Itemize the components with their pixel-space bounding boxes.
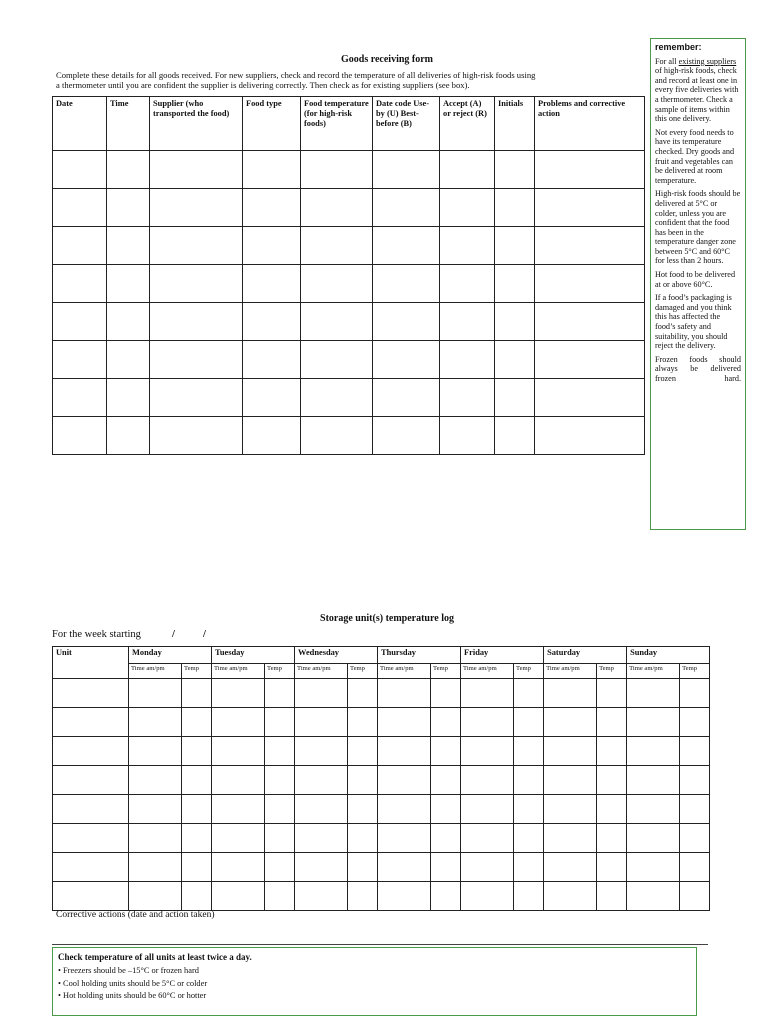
log-entry-row [53,853,710,882]
log-entry-cell[interactable] [544,679,597,708]
goods-entry-cell[interactable] [53,265,107,303]
log-entry-cell[interactable] [378,824,431,853]
goods-entry-cell[interactable] [107,151,150,189]
log-entry-cell[interactable] [627,766,680,795]
remember-existing-suppliers [655,57,741,124]
temp-header: Temp [348,664,378,679]
goods-entry-cell[interactable] [495,227,535,265]
log-entry-cell[interactable] [348,882,378,911]
goods-header-row [53,97,645,151]
log-entry-cell[interactable] [182,737,212,766]
log-entry-cell[interactable] [348,795,378,824]
goods-entry-cell[interactable] [440,151,495,189]
goods-entry-cell[interactable] [373,151,440,189]
log-entry-cell[interactable] [461,824,514,853]
log-entry-cell[interactable] [129,679,182,708]
log-entry-cell[interactable] [461,708,514,737]
goods-entry-cell[interactable] [440,189,495,227]
time-ampm-header: Time am/pm [129,664,182,679]
log-entry-cell[interactable] [461,679,514,708]
log-entry-cell[interactable] [53,853,129,882]
goods-entry-cell[interactable] [301,303,373,341]
temp-header: Temp [514,664,544,679]
goods-entry-cell[interactable] [107,303,150,341]
log-entry-cell[interactable] [129,853,182,882]
log-entry-cell[interactable] [348,766,378,795]
goods-entry-cell[interactable] [243,189,301,227]
goods-entry-cell[interactable] [440,379,495,417]
goods-entry-cell[interactable] [495,417,535,455]
time-ampm-header: Time am/pm [461,664,514,679]
log-entry-cell[interactable] [680,766,710,795]
log-entry-cell[interactable] [597,708,627,737]
log-entry-cell[interactable] [265,737,295,766]
goods-entry-cell[interactable] [107,417,150,455]
goods-entry-cell[interactable] [53,189,107,227]
freezer-guideline: • Freezers should be –15°C or frozen hard [58,966,199,975]
goods-form-title: Goods receiving form [340,54,434,65]
log-entry-cell[interactable] [265,824,295,853]
log-entry-cell[interactable] [544,824,597,853]
log-entry-cell[interactable] [212,882,265,911]
goods-entry-cell[interactable] [440,417,495,455]
log-entry-cell[interactable] [212,766,265,795]
goods-entry-cell[interactable] [53,341,107,379]
goods-entry-row [53,303,645,341]
goods-entry-cell[interactable] [373,189,440,227]
goods-entry-cell[interactable] [495,151,535,189]
log-entry-row [53,824,710,853]
instructions-line-2: a thermometer until you are confident the supplier is delivering correctly. Then check as for existing suppliers (see box). [56,80,470,90]
goods-entry-cell[interactable] [150,227,243,265]
goods-entry-cell[interactable] [373,227,440,265]
log-entry-cell[interactable] [680,708,710,737]
temp-header: Temp [265,664,295,679]
day-header-tuesday: Tuesday [212,647,295,664]
log-entry-cell[interactable] [597,795,627,824]
log-entry-cell[interactable] [295,795,348,824]
day-header-sunday: Sunday [627,647,710,664]
goods-entry-cell[interactable] [53,227,107,265]
log-entry-row [53,737,710,766]
goods-entry-cell[interactable] [495,379,535,417]
log-entry-cell[interactable] [544,795,597,824]
log-entry-cell[interactable] [431,853,461,882]
storage-log-title: Storage unit(s) temperature log [320,613,454,624]
goods-entry-cell[interactable] [535,303,645,341]
log-entry-cell[interactable] [514,882,544,911]
day-header-monday: Monday [129,647,212,664]
log-entry-cell[interactable] [295,882,348,911]
log-entry-cell[interactable] [295,824,348,853]
goods-entry-row [53,189,645,227]
log-entry-cell[interactable] [212,708,265,737]
log-entry-cell[interactable] [431,766,461,795]
log-entry-cell[interactable] [627,824,680,853]
goods-entry-cell[interactable] [301,265,373,303]
log-entry-cell[interactable] [461,737,514,766]
temperature-guidance-box [52,947,697,1016]
log-entry-cell[interactable] [53,824,129,853]
goods-entry-cell[interactable] [150,303,243,341]
goods-entry-cell[interactable] [53,151,107,189]
goods-entry-cell[interactable] [440,227,495,265]
log-entry-cell[interactable] [431,737,461,766]
log-entry-cell[interactable] [378,708,431,737]
goods-entry-cell[interactable] [373,303,440,341]
remember-text: of high-risk foods, check and record at least one in every five deliveries with a thermometer. Check a sample of items within this one delivery. [655,66,739,124]
time-temp-header-row [53,664,710,679]
log-entry-cell[interactable] [431,824,461,853]
col-time: Time [107,97,150,151]
goods-entry-row [53,265,645,303]
log-entry-cell[interactable] [182,679,212,708]
temp-header: Temp [680,664,710,679]
log-entry-cell[interactable] [348,737,378,766]
log-entry-cell[interactable] [295,708,348,737]
goods-entry-cell[interactable] [150,341,243,379]
goods-entry-cell[interactable] [243,379,301,417]
day-header-row [53,647,710,664]
log-entry-row [53,795,710,824]
log-entry-cell[interactable] [129,882,182,911]
log-entry-cell[interactable] [129,708,182,737]
goods-entry-cell[interactable] [243,151,301,189]
log-entry-cell[interactable] [514,824,544,853]
goods-entry-cell[interactable] [243,265,301,303]
log-entry-cell[interactable] [265,679,295,708]
log-entry-cell[interactable] [295,737,348,766]
log-entry-cell[interactable] [544,766,597,795]
log-entry-cell[interactable] [378,737,431,766]
goods-entry-cell[interactable] [150,379,243,417]
log-entry-cell[interactable] [295,679,348,708]
log-entry-cell[interactable] [597,853,627,882]
log-entry-cell[interactable] [212,679,265,708]
goods-entry-cell[interactable] [243,227,301,265]
goods-form-instructions [56,70,626,90]
col-unit: Unit [53,647,129,679]
log-entry-cell[interactable] [53,795,129,824]
log-entry-cell[interactable] [129,824,182,853]
remember-dry-goods: Not every food needs to have its temperature checked. Dry goods and fruit and vegetables can be delivered at room temperature. [655,127,735,185]
goods-entry-cell[interactable] [150,417,243,455]
goods-entry-cell[interactable] [150,189,243,227]
week-starting-label: For the week starting [52,629,141,640]
log-entry-cell[interactable] [597,824,627,853]
goods-entry-cell[interactable] [301,227,373,265]
log-entry-cell[interactable] [295,853,348,882]
log-entry-cell[interactable] [597,737,627,766]
col-food-type: Food type [243,97,301,151]
log-entry-cell[interactable] [597,679,627,708]
log-entry-cell[interactable] [544,882,597,911]
remember-frozen: Frozen foods should always be delivered frozen hard. [655,354,741,383]
goods-entry-cell[interactable] [301,151,373,189]
goods-entry-cell[interactable] [107,341,150,379]
log-entry-cell[interactable] [182,795,212,824]
log-entry-cell[interactable] [265,766,295,795]
goods-entry-cell[interactable] [373,379,440,417]
remember-hot-food: Hot food to be delivered at or above 60°C. [655,270,736,289]
log-entry-cell[interactable] [295,766,348,795]
col-food-temperature: Food temperature (for high-risk foods) [301,97,373,151]
goods-entry-cell[interactable] [301,417,373,455]
goods-entry-cell[interactable] [301,189,373,227]
log-entry-cell[interactable] [461,766,514,795]
log-entry-cell[interactable] [378,882,431,911]
remember-heading: remember: [655,42,702,52]
time-ampm-header: Time am/pm [212,664,265,679]
goods-entry-cell[interactable] [301,379,373,417]
day-header-thursday: Thursday [378,647,461,664]
log-entry-cell[interactable] [514,795,544,824]
log-entry-cell[interactable] [265,795,295,824]
log-entry-cell[interactable] [378,766,431,795]
goods-entry-row [53,151,645,189]
col-supplier: Supplier (who transported the food) [150,97,243,151]
cool-holding-guideline: • Cool holding units should be 5°C or colder [58,978,208,988]
day-header-friday: Friday [461,647,544,664]
log-entry-cell[interactable] [627,708,680,737]
log-entry-cell[interactable] [53,766,129,795]
log-entry-cell[interactable] [461,795,514,824]
log-entry-cell[interactable] [597,766,627,795]
log-entry-row [53,882,710,911]
log-entry-cell[interactable] [680,795,710,824]
day-header-wednesday: Wednesday [295,647,378,664]
remember-high-risk: High-risk foods should be delivered at 5°C or colder, unless you are confident that the food has been in the temperature danger zone between 5°C and 60°C for less than 2 hours. [655,189,741,266]
goods-entry-cell[interactable] [373,265,440,303]
log-entry-cell[interactable] [597,882,627,911]
goods-entry-cell[interactable] [150,265,243,303]
goods-entry-cell[interactable] [107,189,150,227]
log-entry-cell[interactable] [431,882,461,911]
time-ampm-header: Time am/pm [295,664,348,679]
goods-entry-cell[interactable] [495,189,535,227]
goods-entry-cell[interactable] [53,379,107,417]
log-entry-cell[interactable] [627,737,680,766]
goods-entry-cell[interactable] [373,341,440,379]
remember-text: For all [655,56,679,66]
log-entry-cell[interactable] [53,737,129,766]
log-entry-cell[interactable] [129,766,182,795]
goods-entry-cell[interactable] [243,341,301,379]
goods-entry-cell[interactable] [440,303,495,341]
day-header-saturday: Saturday [544,647,627,664]
log-entry-cell[interactable] [514,766,544,795]
goods-entry-cell[interactable] [373,417,440,455]
goods-entry-row [53,417,645,455]
log-entry-cell[interactable] [212,795,265,824]
time-ampm-header: Time am/pm [544,664,597,679]
goods-entry-cell[interactable] [495,303,535,341]
log-entry-cell[interactable] [680,824,710,853]
log-entry-cell[interactable] [182,882,212,911]
temp-header: Temp [431,664,461,679]
log-entry-cell[interactable] [544,708,597,737]
goods-entry-cell[interactable] [535,151,645,189]
log-entry-cell[interactable] [627,679,680,708]
goods-entry-cell[interactable] [440,265,495,303]
log-entry-cell[interactable] [182,766,212,795]
log-entry-cell[interactable] [461,853,514,882]
log-entry-cell[interactable] [265,853,295,882]
goods-entry-cell[interactable] [53,417,107,455]
log-entry-cell[interactable] [182,824,212,853]
goods-entry-cell[interactable] [107,227,150,265]
goods-entry-cell[interactable] [243,303,301,341]
remember-damaged-packaging: If a food’s packaging is damaged and you think this has affected the food’s safety and suitability, you should reject the delivery. [655,293,732,351]
col-initials: Initials [495,97,535,151]
goods-entry-cell[interactable] [440,341,495,379]
time-ampm-header: Time am/pm [627,664,680,679]
goods-entry-cell[interactable] [107,265,150,303]
log-entry-cell[interactable] [212,853,265,882]
log-entry-cell[interactable] [627,882,680,911]
log-entry-cell[interactable] [53,882,129,911]
goods-entry-cell[interactable] [243,417,301,455]
log-entry-cell[interactable] [182,708,212,737]
log-entry-cell[interactable] [680,737,710,766]
log-entry-cell[interactable] [348,824,378,853]
time-ampm-header: Time am/pm [378,664,431,679]
log-entry-cell[interactable] [212,737,265,766]
corrective-actions-label: Corrective actions (date and action taken) [56,910,215,920]
goods-entry-cell[interactable] [535,341,645,379]
log-entry-cell[interactable] [378,853,431,882]
goods-entry-cell[interactable] [535,379,645,417]
log-entry-cell[interactable] [182,853,212,882]
divider-line [52,944,708,945]
log-entry-cell[interactable] [544,737,597,766]
temp-header: Temp [182,664,212,679]
col-date-code: Date code Use-by (U) Best-before (B) [373,97,440,151]
goods-entry-cell[interactable] [495,341,535,379]
log-entry-cell[interactable] [348,708,378,737]
log-entry-cell[interactable] [378,795,431,824]
goods-entry-cell[interactable] [107,379,150,417]
col-problems: Problems and corrective action [535,97,645,151]
log-entry-cell[interactable] [348,679,378,708]
log-entry-cell[interactable] [514,853,544,882]
log-entry-row [53,679,710,708]
log-entry-cell[interactable] [627,795,680,824]
log-entry-cell[interactable] [378,679,431,708]
log-entry-cell[interactable] [431,708,461,737]
goods-entry-cell[interactable] [535,189,645,227]
log-entry-cell[interactable] [53,679,129,708]
log-entry-cell[interactable] [129,737,182,766]
log-entry-cell[interactable] [680,853,710,882]
log-entry-row [53,766,710,795]
goods-entry-row [53,379,645,417]
hot-holding-guideline: • Hot holding units should be 60°C or hotter [58,991,207,1000]
col-accept-reject: Accept (A) or reject (R) [440,97,495,151]
col-date: Date [53,97,107,151]
log-entry-cell[interactable] [461,882,514,911]
storage-temperature-table [52,646,710,911]
log-entry-cell[interactable] [514,737,544,766]
guidance-heading: Check temperature of all units at least twice a day. [58,952,252,962]
goods-entry-cell[interactable] [301,341,373,379]
log-entry-cell[interactable] [265,882,295,911]
log-entry-row [53,708,710,737]
log-entry-cell[interactable] [680,679,710,708]
log-entry-cell[interactable] [348,853,378,882]
temp-header: Temp [597,664,627,679]
goods-entry-cell[interactable] [150,151,243,189]
log-entry-cell[interactable] [431,795,461,824]
log-entry-cell[interactable] [212,824,265,853]
remember-box [650,38,746,530]
goods-entry-cell[interactable] [535,265,645,303]
log-entry-cell[interactable] [265,708,295,737]
existing-suppliers-underline: existing suppliers [678,56,737,66]
log-entry-cell[interactable] [431,679,461,708]
goods-entry-cell[interactable] [535,227,645,265]
goods-entry-cell[interactable] [535,417,645,455]
log-entry-cell[interactable] [129,795,182,824]
goods-receiving-table [52,96,645,455]
week-date-separator: / [172,629,175,640]
log-entry-cell[interactable] [53,708,129,737]
goods-entry-row [53,341,645,379]
log-entry-cell[interactable] [514,679,544,708]
instructions-line-1: Complete these details for all goods received. For new suppliers, check and record the temperature of all deliveries of high-risk foods using [56,70,536,80]
goods-entry-row [53,227,645,265]
log-entry-cell[interactable] [514,708,544,737]
goods-entry-cell[interactable] [53,303,107,341]
log-entry-cell[interactable] [680,882,710,911]
goods-entry-cell[interactable] [495,265,535,303]
week-date-separator: / [203,629,206,640]
log-entry-cell[interactable] [544,853,597,882]
log-entry-cell[interactable] [627,853,680,882]
